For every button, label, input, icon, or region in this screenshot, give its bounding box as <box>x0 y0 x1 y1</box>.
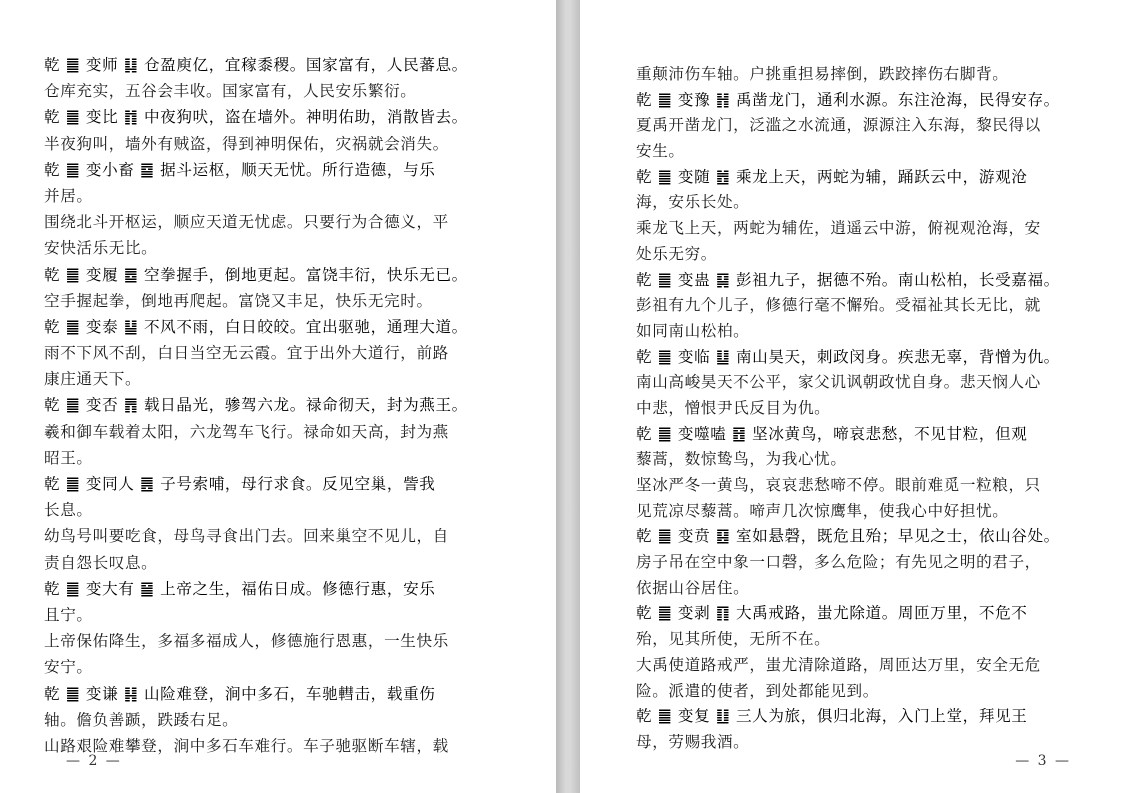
text-line: 乘龙飞上天，两蛇为辅佐，逍遥云中游，俯视观沧海，安 <box>636 219 1041 238</box>
text-line: 殆，见其所使，无所不在。 <box>636 630 831 649</box>
text-line: 大禹使道路戒严，蚩尤清除道路，周匝达万里，安全无危 <box>636 655 1041 674</box>
page-gutter <box>556 0 580 793</box>
text-line: 重颠沛伤车轴。户挑重担易摔倒，跌跤摔伤右脚背。 <box>636 65 1009 83</box>
text-line: 海，安乐长处。 <box>636 193 750 212</box>
left-page <box>0 0 556 793</box>
text-line: 乾 ䷀ 变贲 ䷕ 室如悬磬，既危且殆；早见之士，依山谷处。 <box>636 527 1060 546</box>
text-line: 乾 ䷀ 变豫 ䷏ 禹凿龙门，通利水源。东注沧海，民得安存。 <box>636 90 1060 109</box>
text-line: 空手握起拳，倒地再爬起。富饶又丰足，快乐无完时。 <box>44 291 433 310</box>
text-line: 轴。儋负善踬，跌踒右足。 <box>44 710 239 729</box>
text-line: 乾 ䷀ 变剥 ䷖ 大禹戒路，蚩尤除道。周匝万里，不危不 <box>636 604 1028 623</box>
text-line: 康庄通天下。 <box>44 370 142 389</box>
text-line: 见荒凉尽藜蒿。啼声几次惊鹰隼，使我心中好担忧。 <box>636 501 1009 520</box>
text-line: 夏禹开凿龙门，泛滥之水流通，源源注入东海，黎民得以 <box>636 116 1041 135</box>
left-page-text <box>44 52 530 759</box>
text-line: 雨不下风不刮，白日当空无云霞。宜于出外大道行，前路 <box>44 344 449 363</box>
text-line: 围绕北斗开枢运，顺应天道无忧虑。只要行为合德义，平 <box>44 213 449 232</box>
text-line: 安生。 <box>636 142 685 161</box>
text-line: 彭祖有九个儿子，修德行毫不懈殆。受福祉其长无比，就 <box>636 296 1041 315</box>
text-line: 乾 ䷀ 变履 ䷉ 空拳握手，倒地更起。富饶丰衍，快乐无已。 <box>44 265 468 284</box>
text-line: 乾 ䷀ 变临 ䷒ 南山昊天，刺政闵身。疾悲无辜，背憎为仇。 <box>636 347 1060 366</box>
text-line: 乾 ䷀ 变噬嗑 ䷔ 坚冰黄鸟，啼哀悲愁，不见甘粒，但观 <box>636 424 1028 443</box>
right-page-text <box>636 62 1113 756</box>
text-line: 乾 ䷀ 变同人 ䷌ 子号索哺，母行求食。反见空巢，訾我 <box>44 475 436 493</box>
text-line: 羲和御车载着太阳，六龙驾车飞行。禄命如天高，封为燕 <box>44 422 449 441</box>
text-line: 上帝保佑降生，多福多福成人，修德施行恩惠，一生快乐 <box>44 632 449 651</box>
text-line: 昭王。 <box>44 448 93 467</box>
page-number-right: — 3 — <box>1015 753 1071 769</box>
text-line: 山路艰险难攀登，涧中多石车难行。车子驰驱断车辖，载 <box>44 736 449 755</box>
text-line: 责自怨长叹息。 <box>44 553 158 572</box>
text-line: 幼鸟号叫要吃食，母鸟寻食出门去。回来巢空不见儿，自 <box>44 527 449 546</box>
text-line: 并居。 <box>44 186 93 205</box>
text-line: 坚冰严冬一黄鸟，哀哀悲愁啼不停。眼前难觅一粒粮，只 <box>636 476 1041 494</box>
text-line: 房子吊在空中象一口磬，多么危险；有先见之明的君子， <box>636 553 1041 572</box>
text-line: 安快活乐无比。 <box>44 239 158 258</box>
text-line: 乾 ䷀ 变比 ䷇ 中夜狗吠，盗在墙外。神明佑助，消散皆去。 <box>44 108 468 127</box>
text-line: 南山高峻昊天不公平，家父讥讽朝政忧自身。悲天悯人心 <box>636 373 1041 392</box>
text-line: 且宁。 <box>44 605 93 624</box>
text-line: 乾 ䷀ 变泰 ䷊ 不风不雨，白日皎皎。宜出驱驰，通理大道。 <box>44 317 468 336</box>
text-line: 乾 ䷀ 变蛊 ䷑ 彭祖九子，据德不殆。南山松柏，长受嘉福。 <box>636 270 1060 289</box>
text-line: 乾 ䷀ 变小畜 ䷈ 据斗运枢，顺天无忧。所行造德，与乐 <box>44 160 436 179</box>
text-line: 乾 ䷀ 变谦 ䷎ 山险难登，涧中多石，车驰轊击，载重伤 <box>44 684 436 703</box>
text-line: 险。派遣的使者，到处都能见到。 <box>636 681 879 700</box>
page-number-left: — 2 — <box>66 753 122 769</box>
text-line: 仓库充实，五谷会丰收。国家富有，人民安乐繁衍。 <box>44 82 417 101</box>
text-line: 藜蒿，数惊鸷鸟，为我心忧。 <box>636 450 847 469</box>
text-line: 如同南山松柏。 <box>636 321 750 340</box>
text-line: 乾 ䷀ 变随 ䷐ 乘龙上天，两蛇为辅，踊跃云中，游观沧 <box>636 167 1028 186</box>
text-line: 半夜狗叫，墙外有贼盗，得到神明保佑，灾祸就会消失。 <box>44 134 449 153</box>
text-line: 乾 ䷀ 变大有 ䷍ 上帝之生，福佑日成。修德行惠，安乐 <box>44 579 436 598</box>
text-line: 乾 ䷀ 变否 ䷋ 载日晶光，骖驾六龙。禄命彻天，封为燕王。 <box>44 396 468 415</box>
text-line: 处乐无穷。 <box>636 244 717 263</box>
right-page <box>580 0 1143 793</box>
text-line: 母，劳赐我酒。 <box>636 732 750 751</box>
text-line: 乾 ䷀ 变复 ䷗ 三人为旅，俱归北海，入门上堂，拜见王 <box>636 707 1028 726</box>
text-line: 中悲，憎恨尹氏反目为仇。 <box>636 398 831 417</box>
text-line: 安宁。 <box>44 658 93 677</box>
text-line: 长息。 <box>44 501 93 520</box>
text-line: 乾 ䷀ 变师 ䷆ 仓盈庾亿，宜稼黍稷。国家富有，人民蕃息。 <box>44 56 468 74</box>
text-line: 依据山谷居住。 <box>636 578 750 597</box>
